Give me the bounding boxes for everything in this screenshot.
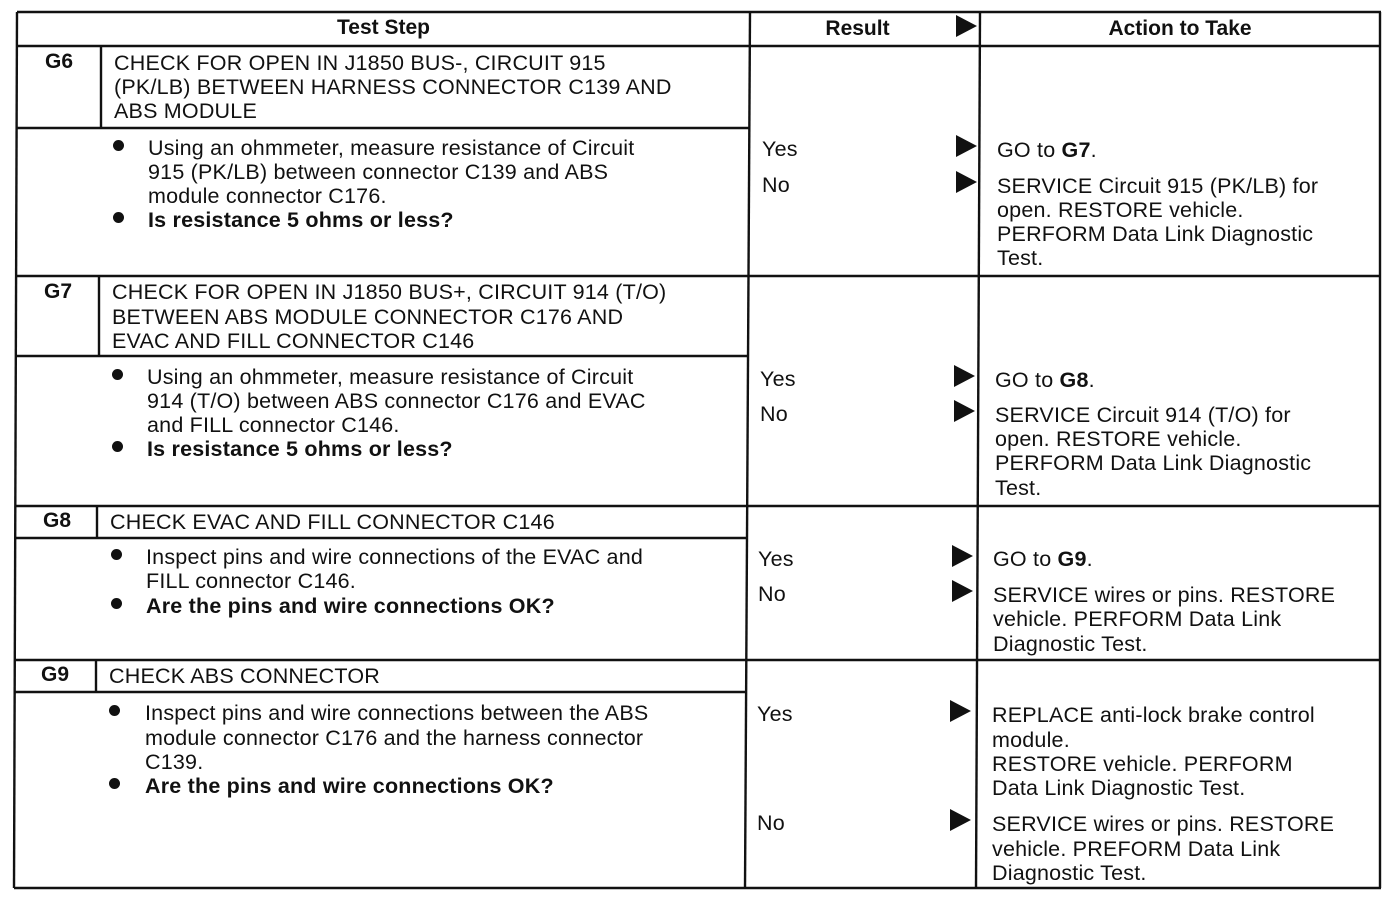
bullet-icon	[112, 369, 123, 380]
step-question-g8: Are the pins and wire connections OK?	[146, 594, 555, 618]
bullet-icon	[113, 140, 124, 151]
action-no-g7: SERVICE Circuit 914 (T/O) for	[995, 403, 1291, 427]
step-instruction-g6: module connector C176.	[148, 184, 387, 208]
step-instruction-g7: and FILL connector C146.	[147, 413, 400, 437]
arrow-icon	[954, 400, 975, 422]
step-title-g7: EVAC AND FILL CONNECTOR C146	[112, 329, 475, 353]
bullet-icon	[109, 778, 120, 789]
action-no-g8: vehicle. PERFORM Data Link	[993, 607, 1282, 631]
action-yes-g7: GO to G8.	[995, 368, 1095, 392]
action-no-g7: Test.	[995, 476, 1042, 500]
step-title-g7: BETWEEN ABS MODULE CONNECTOR C176 AND	[112, 305, 624, 329]
result-yes-g9: Yes	[757, 702, 793, 726]
header-action: Action to Take	[1108, 17, 1252, 40]
action-no-g6: PERFORM Data Link Diagnostic	[997, 222, 1314, 246]
bullet-icon	[109, 705, 120, 716]
step-title-g7: CHECK FOR OPEN IN J1850 BUS+, CIRCUIT 914 (T/O)	[112, 280, 667, 304]
step-title-g6: CHECK FOR OPEN IN J1850 BUS-, CIRCUIT 915	[114, 51, 606, 75]
action-yes-g6: GO to G7.	[997, 138, 1097, 162]
action-yes-g9: RESTORE vehicle. PERFORM	[992, 752, 1293, 776]
step-question-g7: Is resistance 5 ohms or less?	[147, 437, 453, 461]
action-no-g9: vehicle. PREFORM Data Link	[992, 837, 1281, 861]
action-no-g7: PERFORM Data Link Diagnostic	[995, 451, 1312, 475]
result-yes-g8: Yes	[758, 547, 794, 571]
arrow-icon	[956, 135, 977, 157]
arrow-icon	[950, 700, 971, 722]
result-no-g6: No	[762, 173, 790, 197]
action-no-g6: SERVICE Circuit 915 (PK/LB) for	[997, 174, 1319, 198]
action-no-g8: Diagnostic Test.	[993, 632, 1148, 656]
step-instruction-g7: Using an ohmmeter, measure resistance of Circuit	[147, 365, 634, 389]
step-question-g9: Are the pins and wire connections OK?	[145, 774, 554, 798]
step-title-g8: CHECK EVAC AND FILL CONNECTOR C146	[110, 510, 555, 534]
action-yes-g9: module.	[992, 728, 1070, 752]
arrow-icon	[952, 580, 973, 602]
step-id-g6: G6	[44, 50, 73, 73]
arrow-icon	[952, 545, 973, 567]
action-no-g6: open. RESTORE vehicle.	[997, 198, 1244, 222]
result-no-g7: No	[760, 402, 788, 426]
step-question-g6: Is resistance 5 ohms or less?	[148, 208, 454, 232]
step-id-g8: G8	[42, 509, 71, 532]
step-instruction-g6: 915 (PK/LB) between connector C139 and ABS	[148, 160, 609, 184]
action-no-g9: SERVICE wires or pins. RESTORE	[992, 812, 1335, 836]
step-instruction-g8: Inspect pins and wire connections of the EVAC and	[146, 545, 644, 569]
result-no-g8: No	[758, 582, 786, 606]
action-no-g7: open. RESTORE vehicle.	[995, 427, 1242, 451]
step-instruction-g9: Inspect pins and wire connections between the ABS	[145, 701, 649, 725]
action-yes-g9: REPLACE anti-lock brake control	[992, 703, 1315, 727]
step-id-g7: G7	[43, 280, 72, 303]
action-no-g6: Test.	[997, 246, 1044, 270]
step-id-g9: G9	[40, 663, 69, 686]
bullet-icon	[112, 441, 123, 452]
arrow-icon	[950, 809, 971, 831]
step-instruction-g6: Using an ohmmeter, measure resistance of Circuit	[148, 136, 635, 160]
header-test-step: Test Step	[337, 16, 430, 39]
step-title-g6: (PK/LB) BETWEEN HARNESS CONNECTOR C139 AND	[114, 75, 672, 99]
step-instruction-g9: module connector C176 and the harness connector	[145, 726, 644, 750]
result-no-g9: No	[757, 811, 785, 835]
step-title-g9: CHECK ABS CONNECTOR	[109, 664, 381, 688]
bullet-icon	[111, 598, 122, 609]
step-title-g6: ABS MODULE	[114, 99, 257, 123]
result-yes-g6: Yes	[762, 137, 798, 161]
action-yes-g8: GO to G9.	[993, 547, 1093, 571]
action-yes-g9: Data Link Diagnostic Test.	[992, 776, 1246, 800]
arrow-icon	[954, 365, 975, 387]
action-no-g9: Diagnostic Test.	[992, 861, 1147, 885]
bullet-icon	[113, 212, 124, 223]
result-yes-g7: Yes	[760, 367, 796, 391]
header-result: Result	[825, 17, 890, 40]
step-instruction-g9: C139.	[145, 750, 204, 774]
bullet-icon	[111, 549, 122, 560]
step-instruction-g8: FILL connector C146.	[146, 569, 356, 593]
arrow-icon	[956, 171, 977, 193]
step-instruction-g7: 914 (T/O) between ABS connector C176 and EVAC	[147, 389, 646, 413]
header-result-arrow-icon	[956, 15, 977, 37]
action-no-g8: SERVICE wires or pins. RESTORE	[993, 583, 1336, 607]
